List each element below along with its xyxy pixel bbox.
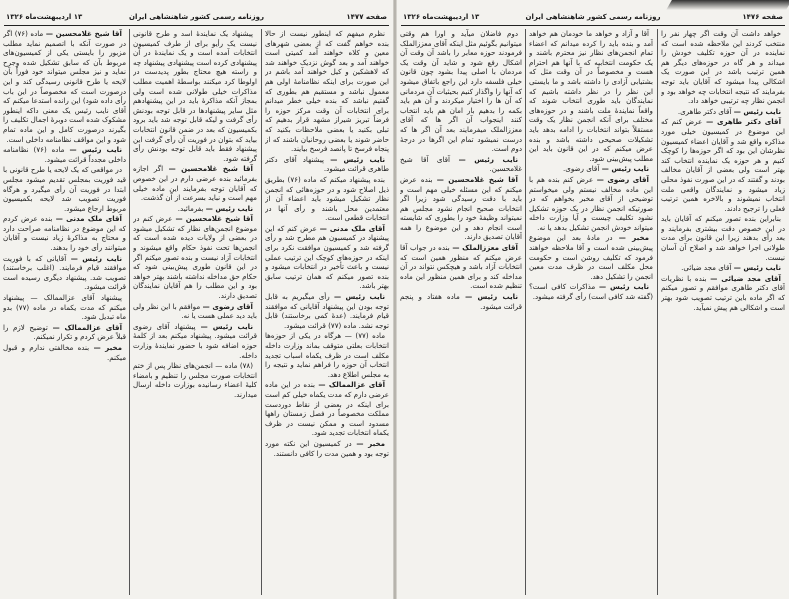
paragraph: [400, 292, 522, 311]
speaker-name: نایب رئیس —: [64, 145, 122, 155]
newspaper-title: روزنامه رسمی کشور شاهنشاهی ایران: [129, 13, 264, 21]
page-header: [403, 13, 783, 23]
paragraph-text: ماده (۷۶) اگر در صورت آنکه با اتصمیم نماید مطلب مزبور را بایستی یکی از کمیسیون‌های مربوط بآن که سابق تشکیل شده وجرح نماید و نیز مجلس میتواند خود فوراً بآن لایحه یا طرح قانونی رسیدگی کند و این درصورت است که مخصوصاً در این باب رأی داده شود) این رانده استدعا میکنم که آقای نایب رئیس یک معنی داکه اینطور مشکوک شده است دوبرهٔ اجمال تکلیف را بگیرند درصورت کامل و این ماده تمام شود و این مواقف نظامنامه داخلی است.: [3, 29, 126, 144]
speaker-name: نایب رئیس —: [450, 154, 518, 164]
paragraph: [3, 293, 126, 322]
paragraph-text: آقای دکتر طاهری.: [677, 106, 732, 116]
paragraph: [265, 439, 389, 458]
speaker-name: آقا شیخ غلامحسین —: [432, 174, 518, 184]
speaker-name: نایب رئیس —: [195, 321, 253, 331]
paragraph-text: بنده پیشنهاد میکنم که ماده (۷۶) بطریق ذیل اصلاح شود و در حوزه‌هائی که انجمن نظار تشکیل میشود باید اعضاء آن از معتمدین محل باشند و رأی آنها در انتخابات قطعی است.: [265, 174, 389, 223]
paragraph: [661, 29, 785, 106]
speaker-name: نایب رئیس —: [459, 292, 518, 302]
paragraph-text: بفرمائید.: [177, 203, 204, 213]
paragraph-text: پیشنهاد یک نمایندهٔ اسد و طرح قانونی نیست یک رأیو برای از طرف کمیسیون انتخابات آمده است و یک نمایندهٔ در آن پیشنهادی کرده است پیشنهادی پیشنهاد چه و راسته هیچ محتاج بطور پدیدست در اولوطا کرد میکنند بواسطهٔ اهمیت مطلب مذاکرات خیلی طولانی شده است ولی بمجاز آنکه مذاکرهٔ باید در این پیشنهادهم مثل سایر پیشنهادها در قابل توجه بودنش رأی گرفت و لیکه قابل توجه شد باید برود بکمیسیون که بعد در ضمن قانون انتخابات بیاید که بتوان در فوریت آن رأی گرفت این پیشنهاد فقط باید قابل توجه بودنش رأی گرفته شود.: [133, 29, 257, 163]
paragraph: [400, 175, 522, 242]
paragraph-text: توضیح لازم را قبلاً عرض کردم و تکرار نمیکنم.: [3, 322, 126, 342]
speaker-name: آقای رضوی —: [593, 174, 649, 184]
paragraph: [133, 322, 257, 360]
paragraph: [265, 331, 389, 379]
speaker-name: آقای دکتر طاهری —: [702, 117, 781, 127]
paragraph-text: بنده مخالفتی ندارم و قبول میکنم.: [3, 343, 126, 362]
paragraph-text: ماده هفتاد و پنجم قرائت میشود.: [400, 292, 522, 311]
paragraph-text: عرض کنم در موضوع انجمن‌های نظار که تشکیل میشود در بعضی از ولایات دیده شده است که انجمن‌ها تحت نفوذ حکام واقع میشوند و انتخابات آزاد نیست و بنده تصور میکنم اگر در این قانون طوری پیش‌بینی شود که حکام حق مداخله نداشته باشند بهتر خواهد بود و این مطلب را هم آقایان نمایندگان تصدیق دارند.: [133, 214, 257, 301]
paragraph: [133, 302, 257, 321]
paragraph: [133, 204, 257, 214]
speaker-name: آقای رضوی —: [200, 301, 253, 311]
paragraph: [529, 164, 653, 174]
paragraph: [661, 263, 785, 273]
paragraph: [529, 175, 653, 233]
paragraph-text: در مادهٔ بعد این موضوع پیش‌بینی شده است و آقا ملاحظه خواهند فرمود که تکلیف روشن است و حکومت محل مکلف است در ظرف مدت معین انجمن را تشکیل دهد.: [529, 233, 653, 281]
paragraph: [529, 29, 653, 163]
left-page: [0, 0, 393, 599]
newspaper-title: روزنامه رسمی کشور شاهنشاهی ایران: [525, 13, 661, 21]
paragraph: [265, 292, 389, 330]
speaker-name: آقای ملک مدنی —: [316, 223, 385, 233]
speaker-name: آقای عزالممالک —: [47, 322, 122, 332]
speaker-name: نایب رئیس —: [329, 292, 385, 302]
paragraph-text: در کمیسیون این نکته مورد توجه بود و همین مدت را کافی دانستند.: [265, 438, 389, 458]
text-column-1: [265, 29, 389, 595]
column-divider: [525, 29, 526, 595]
right-page: [397, 0, 789, 599]
speaker-name: نایب رئیس —: [323, 154, 385, 164]
paragraph-text: خواهد داشت آن وقت اگر چهار نفر را منتخب کردند این ملاحظه شده است که نماینده در آن حوزه تکلیف خودش را میداند و هر گاه در حوزه‌های دیگر هم همین ترتیب باشد در این صورت یک اشکالی پیدا میشود که آقایان باید توجه بفرمایند که نتیجه انتخابات چه خواهد بود و انجمن نظار چه ترتیبی خواهد داد.: [661, 29, 785, 106]
speaker-name: نایب رئیس —: [595, 282, 649, 292]
speaker-name: نایب رئیس —: [731, 263, 781, 273]
header-rule: [401, 25, 785, 26]
paragraph-text: بنابراین بنده تصور میکنم که آقایان باید در این خصوص دقت بیشتری بفرمایند و بعد رأی بدهند زیرا این قانون برای مدت طولانی اجرا خواهد شد و اصلاح آن آسان نیست.: [661, 214, 785, 262]
speaker-name: آقای معززالملک —: [449, 243, 518, 253]
column-divider: [129, 29, 130, 595]
paragraph-text: اگر اجازه بفرمائید بنده عرضی دارم در این خصوص که آقایان توجه بفرمایند این ماده خیلی مهم است و نباید بسرعت از آن گذشت.: [133, 164, 257, 203]
paragraph-text: بنده با نظریات آقای دکتر طاهری موافقم و تصور میکنم که اگر ماده باین ترتیب تصویب شود بهتر است و اشکالی هم پیش نمیآید.: [661, 273, 785, 312]
paragraph-text: آقای رضوی.: [563, 164, 600, 174]
speaker-name: آقای ملک مدنی —: [52, 214, 122, 224]
paragraph-text: پیشنهاد آقای رضوی قرائت میشود. پیشنهاد میکنم بعد از کلمهٔ حوزه اضافه شود با حضور نمایندهٔ وزارت داخله.: [133, 321, 257, 360]
issue-date: ۱۳ اردیبهشت‌ماه ۱۳۲۶: [6, 13, 83, 21]
paragraph-text: آقا و آزاد و خواهد ما خودمان هم خواهد آمد و بنده باید را کرده میدانم که اعضاء تمام انجمن‌های نظار نیز محترم باشند و یک حکومت انتخابیه که با آنها هم احترام هست و مخصوصاً در آن وقت مثل که بشتیابی آزادی را داشته باشد و ما بایستی این نظر را در نظر داشته باشیم که نمایندگان باید طوری انتخاب شوند که واقعاً نمایندهٔ ملت باشند و در حوزه‌های مختلف برای آنکه انجمن نظار یک وقت مستقلاً بتواند انتخابات را ادامه بدهد باید تشکیلات صحیحی داشته باشد و بنده عرض میکنم که در این قانون باید این مطلب پیش‌بینی شود.: [529, 29, 653, 163]
paragraph: [529, 233, 653, 281]
paragraph-text: عرض کنم که این موضوع در کمیسیون خیلی مورد مذاکره واقع شد و آقایان اعضاء کمیسیون نظرشان این بود که اگر حوزه‌ها را کوچک کنیم و هر حوزه یک نماینده انتخاب کند بهتر است ولی بعضی از آقایان مخالف بودند و گفتند که در این صورت نفوذ محلی زیاد میشود و نمایندگان واقعی ملت انتخاب نمیشوند و بالاخره همین ترتیب فعلی را ترجیح دادند.: [661, 117, 785, 213]
speaker-name: آقای مجد ضیائی —: [706, 273, 781, 283]
page-number: صفحه ۱۴۷۷: [346, 13, 387, 21]
column-divider: [657, 29, 658, 595]
paragraph: [661, 214, 785, 262]
paragraph-text: آقایانی که با فوریت موافقند قیام فرمایند. (اغلب برخاستند) تصویب شد. پیشنهاد دیگری رسیده است قرائت میشود.: [3, 253, 126, 292]
speaker-name: نایب رئیس —: [731, 106, 781, 116]
paragraph-text: دوم فاضلان میآید و اورا هم وقتی میتوانیم بگوئیم مثل اینکه آقای معززالملک فرمودند حوزه معابر را باشد آن وقت آن اشکال رفع شود و شاید آن وقت یک مردمان با اصلی پیدا بشود چون قانون خیلی فلسفه دارد این راجع باتفاق میشود که آنها را واگذار کنیم بحیثیات آن مردمانی که آن ها را اختیار میکردند و آن هم باید بکمه را بدهیم بار امان هم باید انتخاب کنند اینجواب آن اگر ها که آقای معززالملک میفرمایند بعد آن اگر ها که درست نمیشود تمام این اگرها در درجهٔ دوم است.: [400, 29, 522, 154]
header-rule: [4, 25, 389, 26]
text-column-2: [529, 29, 653, 595]
paragraph: [400, 155, 522, 174]
paragraph-text: رأی میگیریم به قابل توجه بودن این پیشنهاد آقایانی که موافقند قیام فرمایند. (عدهٔ کمی برخاستند) قابل توجه نشد. ماده (۷۷) قرائت میشود.: [265, 292, 389, 330]
paragraph: [3, 214, 126, 252]
paragraph-text: عرض کنم که این پیشنهاد در کمیسیون هم مطرح شد و رأی گرفته شد و کمیسیون موافقت نکرد برای اینکه در حوزه‌های کوچک این ترتیب عملی نیست و باعث تأخیر در انتخابات میشود و بنده تصور میکنم که همان ترتیب سابق بهتر باشد.: [265, 223, 389, 291]
text-column-3: [400, 29, 522, 595]
paragraph-text: بنده عرض کردم که این موضوع در نظامنامه صراحت دارد و محتاج به مذاکرهٔ زیاد نیست و آقایان میتوانند رأی خود را بدهند.: [3, 214, 126, 253]
paragraph: [3, 254, 126, 292]
paragraph: [265, 155, 389, 174]
paragraph-text: بنده در این ماده عرضی دارم که مدت یکماه خیلی کم است برای اینکه در بعضی از نقاط دوردست مملکت مخصوصاً در فصل زمستان راهها مسدود است و ممکن نیست در ظرف یکماه انتخابات تجدید شود.: [265, 380, 389, 438]
paragraph: [265, 380, 389, 438]
speaker-name: نایب رئیس —: [203, 203, 253, 213]
paragraph: [133, 361, 257, 399]
paragraph-text: (۷۸) ماده — انجمن‌های نظار پس از ختم انتخابات صورت مجلس را تنظیم و بامضاء کلیهٔ اعضاء رسانیده بوزارت داخله ارسال میدارند.: [133, 361, 257, 399]
page-number: صفحه ۱۴۷۶: [742, 13, 783, 21]
paragraph: [133, 214, 257, 300]
paragraph: [3, 343, 126, 362]
paragraph: [133, 164, 257, 202]
paragraph: [400, 243, 522, 291]
paragraph-text: موافقم با این نظر ولی باید دید عملی هست یا نه.: [133, 301, 257, 321]
paragraph-text: آقای مجد ضیائی.: [681, 263, 732, 273]
paragraph: [265, 29, 389, 154]
paragraph: [400, 29, 522, 154]
scan-shadow: [666, 0, 789, 10]
column-divider: [261, 29, 262, 595]
speaker-name: آقای عزالممالک —: [314, 380, 386, 390]
paragraph: [265, 224, 389, 291]
paragraph: [529, 282, 653, 301]
paragraph: [3, 145, 126, 164]
speaker-name: نایب رئیس —: [66, 253, 122, 263]
paragraph-text: پیشنهاد آقای عزالممالک — پیشنهاد میکنم که مدت یکماه در ماده (۷۷) بدو ماه تبدیل شود.: [3, 293, 126, 322]
paragraph-text: آقای آقا شیخ غلامحسین.: [400, 154, 522, 174]
text-column-3: [3, 29, 126, 595]
speaker-name: نایب رئیس —: [599, 164, 649, 174]
paragraph-text: ماده (۷۷) — هرگاه در یکی از حوزه‌ها انتخابات بعلتی متوقف بماند وزارت داخله مکلف است در ظرف یکماه اسباب تجدید انتخاب آن حوزه را فراهم نماید و نتیجه را به مجلس اطلاع دهد.: [265, 331, 389, 379]
paragraph: [265, 175, 389, 223]
paragraph-text: نظرم میفهم که اینطور نیست از حالا بنده خواهم گفت که از بعضی شهرهای معین و کلاه خواهند آمد کمیتی است خواهند آمد و بعد گوش نزدیک خواهند شد که لاهشکین و کیل خواهند آمد باشم در این صورت برای اینکه نظامنامهٔ اولی هم معمول نباشد و مستقیم هم بطوری که گفتیم نباشد که بنده خیلی خطر میدانم برای انتخابات آن وقت مرکز حوزه را فرضاً تبریز شیراز مشهد قرار بدهیم که تبلی بکنید یا بعضی ملاحظات بکنید که حاضر شوند یا بعضی روحانیان باشند که از پنجاه فرسخ تا پانصد فرسخ بیایند.: [265, 29, 389, 154]
paragraph-text: مذاکرات کافی است؟ (گفته شد کافی است) رأی گرفته میشود.: [529, 282, 653, 302]
paragraph-text: بنده در جواب آقا عرض میکنم که منظور همین است که انتخابات آزاد باشد و هیچکس نتواند در آن مداخله کند و برای همین منظور این ماده تنظیم شده است.: [400, 243, 522, 291]
text-column-2: [133, 29, 257, 595]
speaker-name: مخبر —: [612, 233, 649, 243]
paragraph: [661, 117, 785, 213]
paragraph-text: عرض کنم بنده هم با این ماده مخالف نیستم ولی میخواستم توضیحی از آقای مخبر بخواهم که در صورتیکه انجمن نظار در یک حوزه تشکیل نشود تکلیف چیست و آیا وزارت داخله میتواند خودش انجمن تشکیل بدهد یا نه.: [529, 174, 653, 232]
paragraph-text: در مواقعی که یک لایحه یا طرح قانونی با قید فوریت بمجلس تقدیم میشود مجلس ابتدا در فوریت آن رأی میگیرد و هرگاه فوریت تصویب شد لایحه بکمیسیون مربوط ارجاع میشود.: [3, 165, 126, 213]
paragraph: [3, 165, 126, 213]
issue-date: ۱۳ اردیبهشت‌ماه ۱۳۲۶: [403, 13, 480, 21]
paragraph: [661, 107, 785, 117]
speaker-name: آقا شیخ غلامحسین —: [43, 29, 122, 38]
paragraph: [3, 29, 126, 144]
page-header: [6, 13, 387, 23]
speaker-name: آقا شیخ غلامحسین —: [172, 214, 253, 224]
speaker-name: مخبر —: [351, 438, 385, 448]
text-column-1: [661, 29, 785, 595]
paragraph-text: بنده عرض میکنم که این مسئله خیلی مهم است و باید با دقت رسیدگی شود زیرا اگر انتخابات صحیح انجام نشود مجلس هم نمیتواند وظیفهٔ خود را بطوری که شایسته است انجام دهد و این موضوع را همه آقایان تصدیق دارند.: [400, 174, 522, 242]
paragraph-text: ماده (۷۶) نظامنامه داخلی مجدداً قرائت میشود.: [3, 145, 126, 164]
paragraph: [661, 274, 785, 312]
paragraph: [3, 323, 126, 342]
paragraph: [133, 29, 257, 163]
paragraph-text: پیشنهاد آقای دکتر طاهری قرائت میشود.: [265, 154, 389, 174]
speaker-name: مخبر —: [89, 343, 122, 352]
speaker-name: آقا شیخ غلامحسین —: [163, 164, 253, 174]
